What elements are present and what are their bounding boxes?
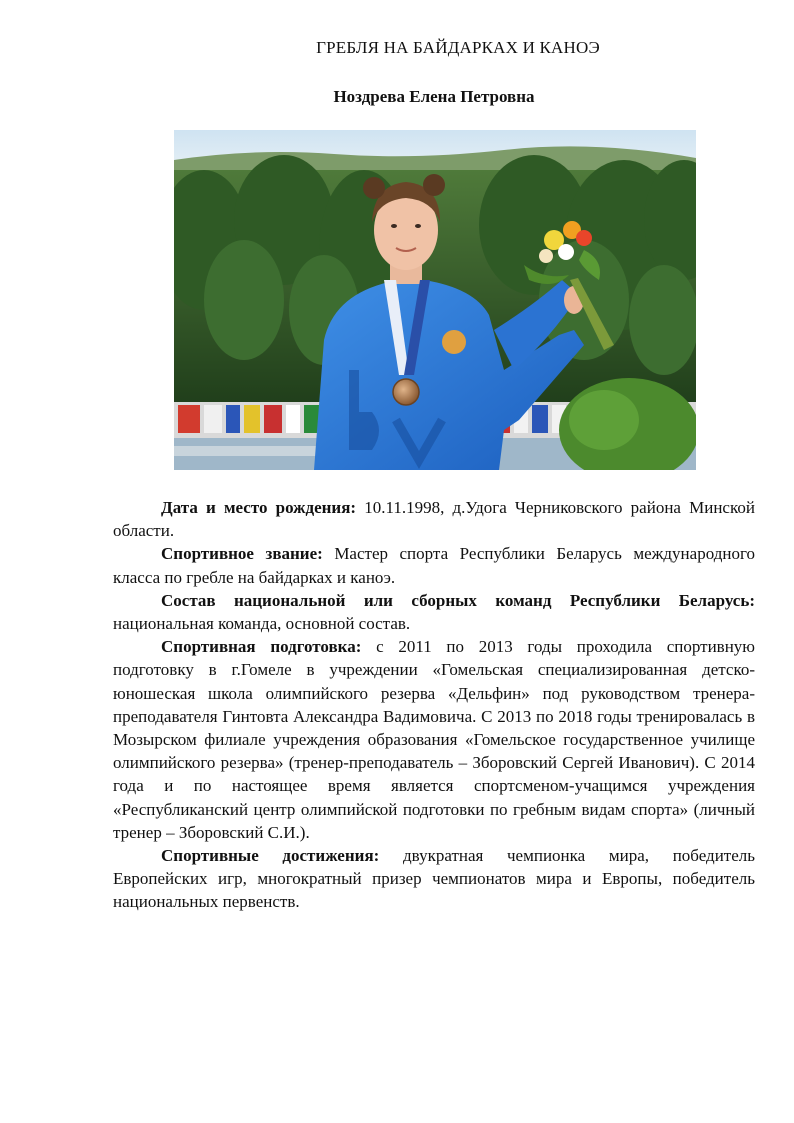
training-label: Спортивная подготовка: [161,637,362,657]
achievements-value: двукратная чемпионка мира, победитель Европейских игр, многократный призер чемпионатов мира и Европы, победитель национальных первенств. [113,846,755,912]
sport-title-value: Мастер спорта Республики Беларусь международного класса по гребле на байдарках и каноэ. [113,544,755,587]
birth-paragraph [113,496,755,542]
birth-value: 10.11.1998, д.Удога Черниковского района Минской области. [113,498,755,541]
team-paragraph [113,589,755,635]
training-paragraph [113,635,755,844]
sport-title-label: Спортивное звание: [161,544,323,564]
sport-title: ГРЕБЛЯ НА БАЙДАРКАХ И КАНОЭ [316,38,600,57]
achievements-label: Спортивные достижения: [161,846,380,866]
team-label: Состав национальной или сборных команд Республики Беларусь: [161,590,755,610]
birth-label: Дата и место рождения: [161,498,357,517]
achievements-paragraph [113,844,755,914]
title-paragraph [113,542,755,588]
biography-text [113,496,755,914]
training-value: с 2011 по 2013 годы проходила спортивную подготовку в г.Гомеле в учреждении «Гомельская специализированная детско-юношеская школа олимпийского резерва «Дельфин» под руководством тренера-преподавателя Гинтовта Александра Вадимовича. С 2013 по 2018 годы тренировалась в Мозырском филиале учреждения образования «Гомельское государственное училище олимпийского резерва» (тренер-преподаватель – Зборовский Сергей Иванович). С 2014 года и по настоящее время является спортсменом-учащимся учреждения «Республиканский центр олимпийской подготовки по гребным видам спорта» (личный тренер – Зборовский С.И.). [113,637,755,842]
athlete-name: Ноздрева Елена Петровна [333,87,535,106]
team-value: национальная команда, основной состав. [113,614,411,634]
athlete-photo [174,130,696,470]
